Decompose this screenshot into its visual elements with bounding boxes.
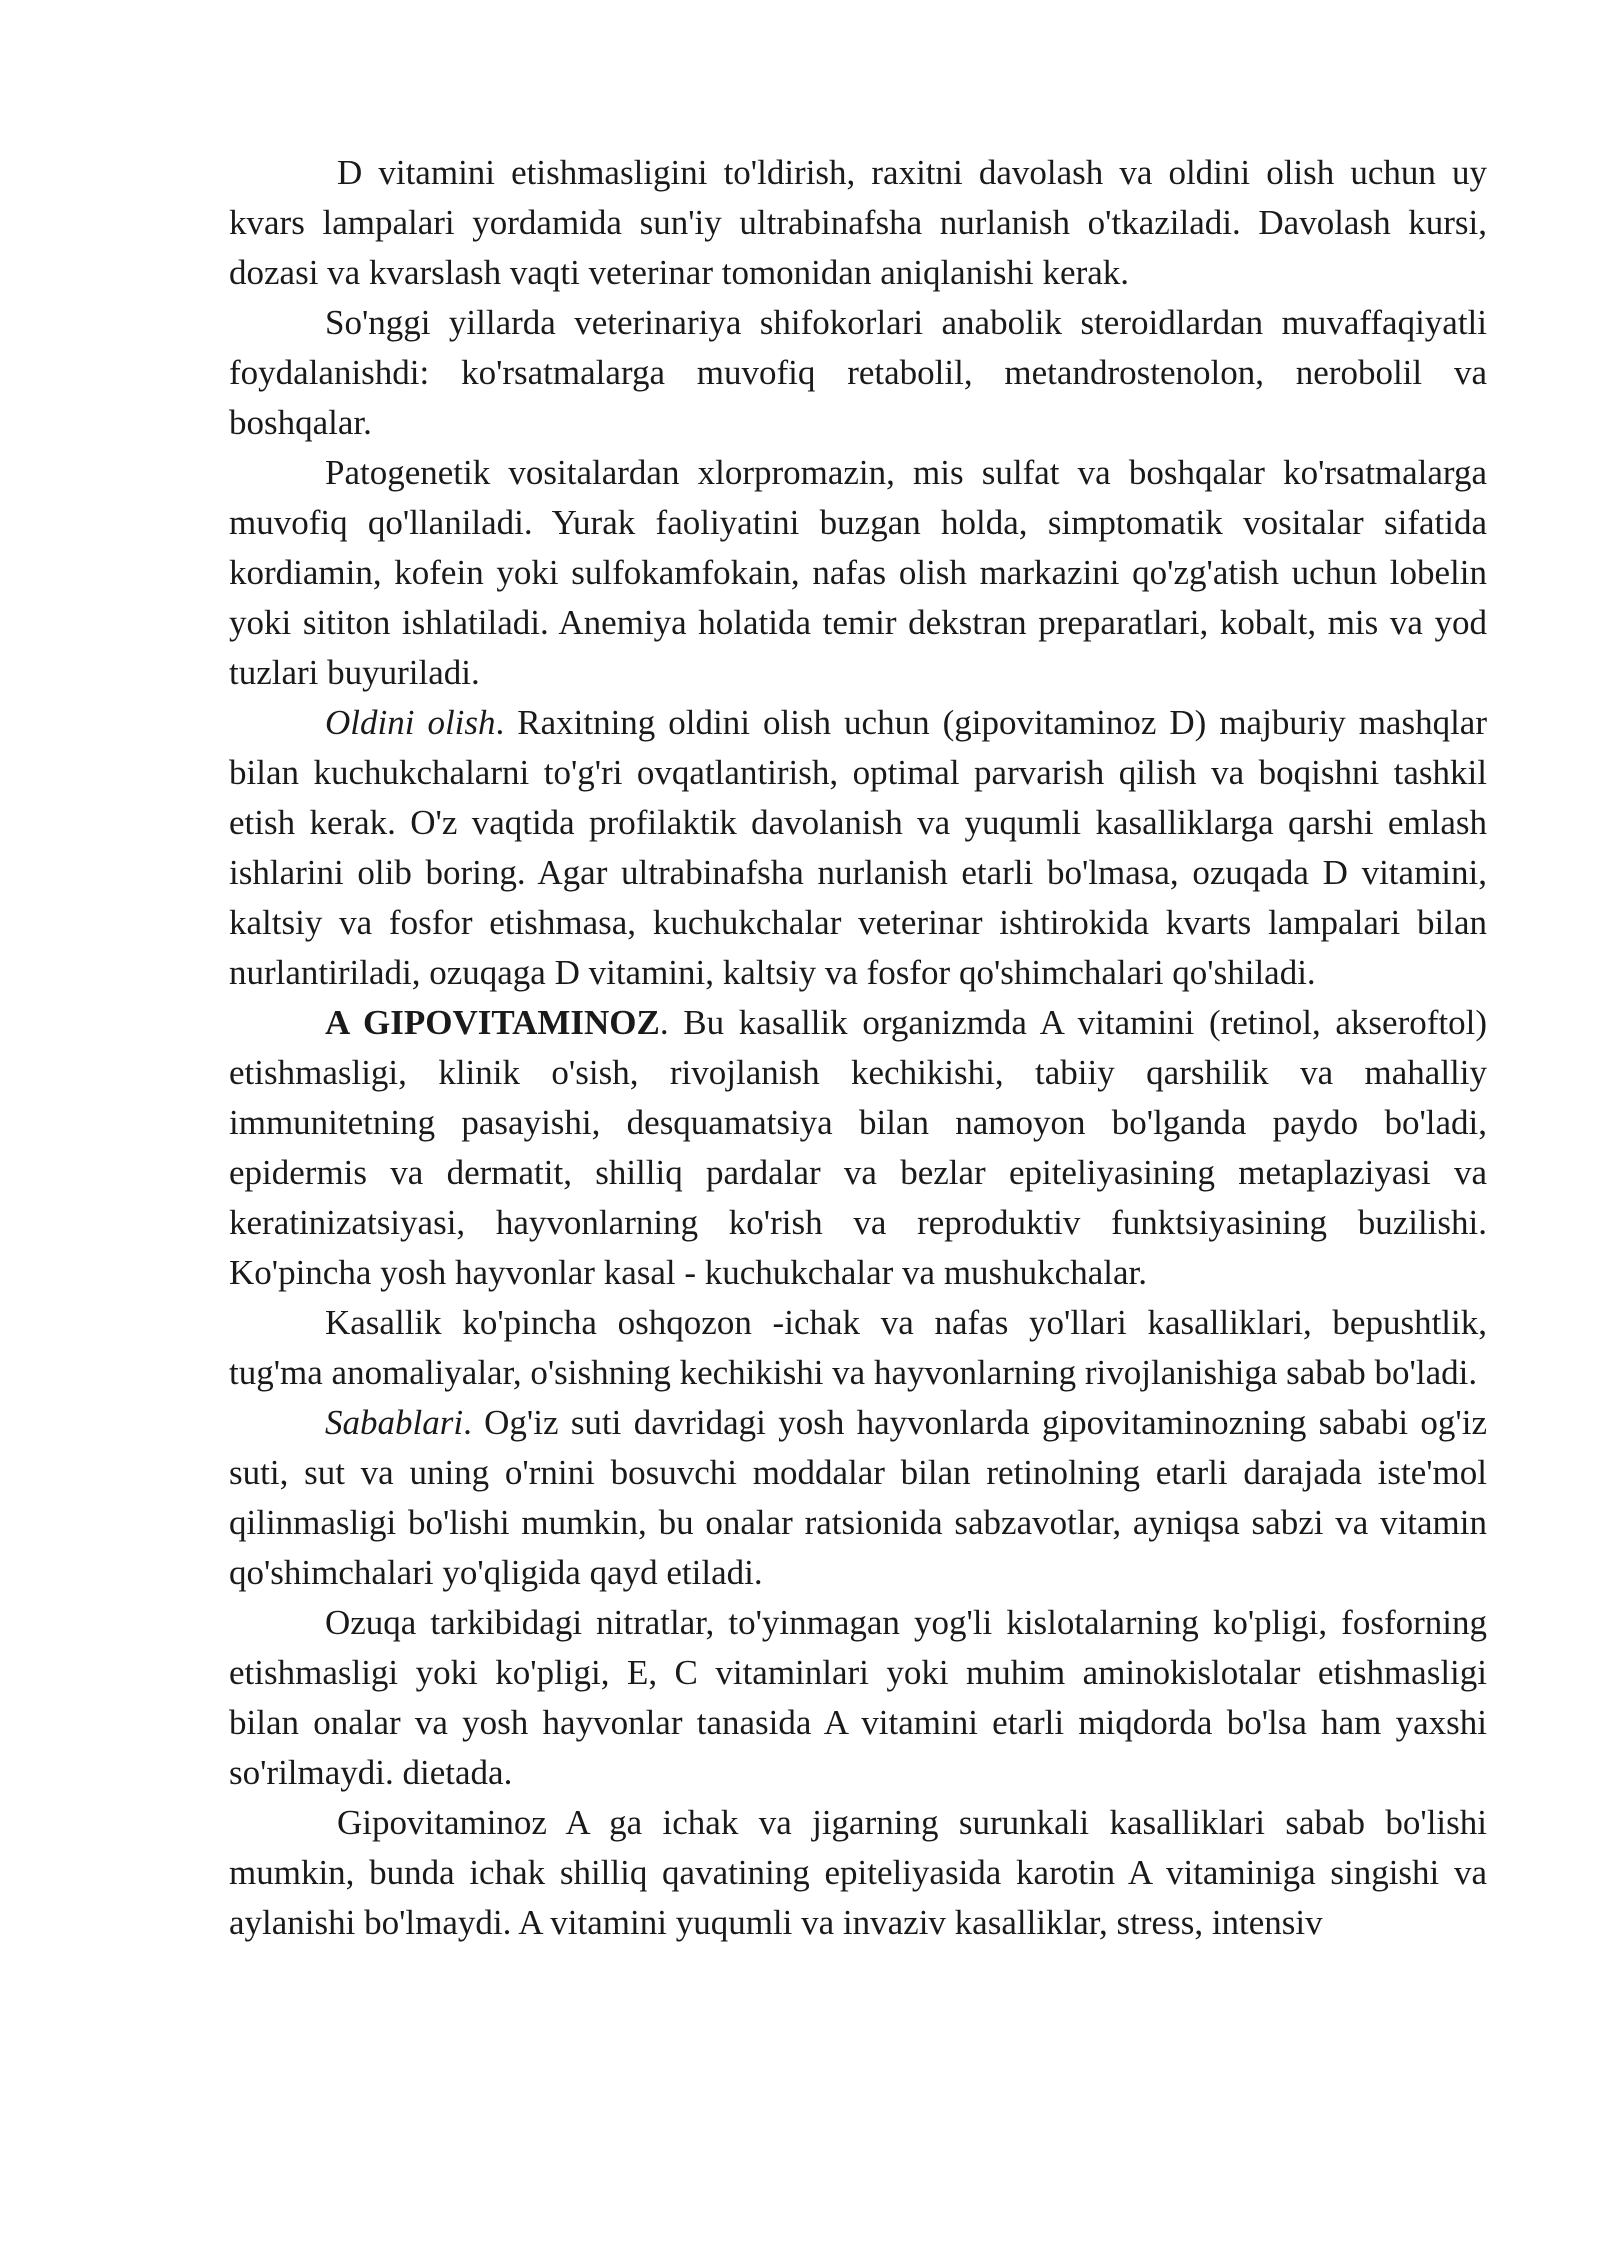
paragraph-text: D vitamini etishmasligini to'ldirish, raxitni davolash va oldini olish uchun uy kvars lampalari yordamida sun'iy ultrabinafsha nurlanish o'tkaziladi. Davolash kursi, dozasi va kvarslash vaqti veterinar tomonidan aniqlanishi kerak.	[229, 153, 1487, 292]
paragraph-text: Patogenetik vositalardan xlorpromazin, mis sulfat va boshqalar ko'rsatmalarga muvofiq qo'llaniladi. Yurak faoliyatini buzgan holda, simptomatik vositalar sifatida kordiamin, kofein yoki sulfokamfokain, nafas olish markazini qo'zg'atish uchun lobelin yoki sititon ishlatiladi. Anemiya holatida temir dekstran preparatlari, kobalt, mis va yod tuzlari buyuriladi.	[229, 453, 1487, 692]
paragraph-text: So'nggi yillarda veterinariya shifokorlari anabolik steroidlardan muvaffaqiyatli foydalanishdi: ko'rsatmalarga muvofiq retabolil, metandrostenolon, nerobolil va boshqalar.	[229, 303, 1487, 442]
paragraph-chronic-diseases	[229, 1798, 1487, 1948]
paragraph-prevention	[229, 698, 1487, 998]
paragraph-feed-nitrates	[229, 1598, 1487, 1798]
paragraph-text: Ozuqa tarkibidagi nitratlar, to'yinmagan yog'li kislotalarning ko'pligi, fosforning etishmasligi yoki ko'pligi, E, C vitaminlari yoki muhim aminokislotalar etishmasligi bilan onalar va yosh hayvonlar tanasida A vitamini etarli miqdorda bo'lsa ham yaxshi so'rilmaydi. dietada.	[229, 1603, 1487, 1792]
paragraph-text: Gipovitaminoz A ga ichak va jigarning surunkali kasalliklari sabab bo'lishi mumkin, bunda ichak shilliq qavatining epiteliyasida karotin A vitaminiga singishi va aylanishi bo'lmaydi. A vitamini yuqumli va invaziv kasalliklar, stress, intensiv	[229, 1803, 1487, 1942]
paragraph-pathogenetic-agents	[229, 448, 1487, 698]
paragraph-disease-consequences	[229, 1298, 1487, 1398]
paragraph-a-hypovitaminosis	[229, 998, 1487, 1298]
causes-heading: Sabablari	[325, 1403, 464, 1442]
paragraph-text: . Og'iz suti davridagi yosh hayvonlarda gipovitaminozning sababi og'iz suti, sut va uning o'rnini bosuvchi moddalar bilan retinolning etarli darajada iste'mol qilinmasligi bo'lishi mumkin, bu onalar ratsionida sabzavotlar, ayniqsa sabzi va vitamin qo'shimchalari yo'qligida qayd etiladi.	[229, 1403, 1487, 1592]
paragraph-d-vitamin-treatment	[229, 148, 1487, 298]
paragraph-text: Kasallik ko'pincha oshqozon -ichak va nafas yo'llari kasalliklari, bepushtlik, tug'ma anomaliyalar, o'sishning kechikishi va hayvonlarning rivojlanishiga sabab bo'ladi.	[229, 1303, 1487, 1392]
prevention-heading: Oldini olish	[325, 703, 496, 742]
document-page	[229, 148, 1487, 1948]
paragraph-text: . Bu kasallik organizmda A vitamini (retinol, akseroftol) etishmasligi, klinik o'sish, rivojlanish kechikishi, tabiiy qarshilik va mahalliy immunitetning pasayishi, desquamatsiya bilan namoyon bo'lganda paydo bo'ladi, epidermis va dermatit, shilliq pardalar va bezlar epiteliyasining metaplaziyasi va keratinizatsiyasi, hayvonlarning ko'rish va reproduktiv funktsiyasining buzilishi. Ko'pincha yosh hayvonlar kasal - kuchukchalar va mushukchalar.	[229, 1003, 1487, 1292]
paragraph-anabolic-steroids	[229, 298, 1487, 448]
paragraph-text: . Raxitning oldini olish uchun (gipovitaminoz D) majburiy mashqlar bilan kuchukchalarni to'g'ri ovqatlantirish, optimal parvarish qilish va boqishni tashkil etish kerak. O'z vaqtida profilaktik davolanish va yuqumli kasalliklarga qarshi emlash ishlarini olib boring. Agar ultrabinafsha nurlanish etarli bo'lmasa, ozuqada D vitamini, kaltsiy va fosfor etishmasa, kuchukchalar veterinar ishtirokida kvarts lampalari bilan nurlantiriladi, ozuqaga D vitamini, kaltsiy va fosfor qo'shimchalari qo'shiladi.	[229, 703, 1487, 992]
section-heading-a-gipovitaminoz: A GIPOVITAMINOZ	[325, 1003, 660, 1042]
paragraph-causes	[229, 1398, 1487, 1598]
